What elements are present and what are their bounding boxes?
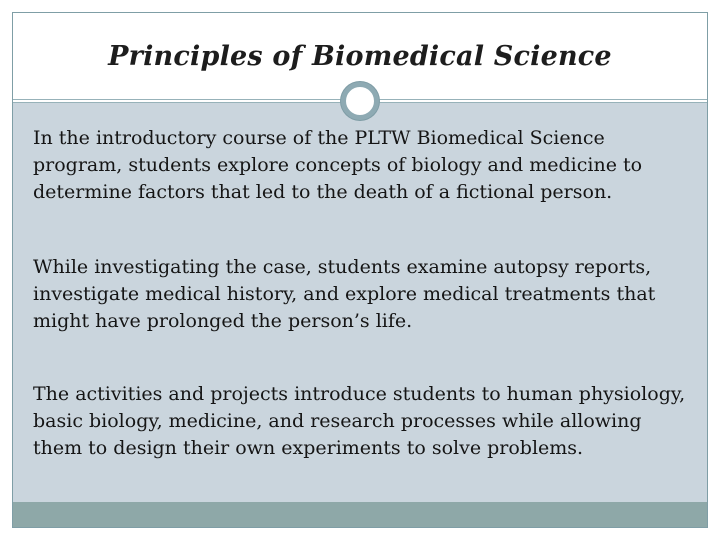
slide-title: Principles of Biomedical Science bbox=[108, 40, 612, 72]
footer-band bbox=[13, 502, 707, 527]
paragraph-activities: The activities and projects introduce students to human physiology, basic biology, medicine, and research processes while allowing them to design their own experiments to solve problems. bbox=[33, 383, 686, 459]
paragraph-investigation: While investigating the case, students examine autopsy reports, investigate medical history, and explore medical treatments that might have prolonged the person’s life. bbox=[33, 256, 656, 332]
circle-ornament-icon bbox=[341, 82, 379, 120]
slide-frame bbox=[12, 12, 708, 528]
paragraph-intro: In the introductory course of the PLTW Biomedical Science program, students explore concepts of biology and medicine to determine factors that led to the death of a fictional person. bbox=[33, 127, 643, 203]
